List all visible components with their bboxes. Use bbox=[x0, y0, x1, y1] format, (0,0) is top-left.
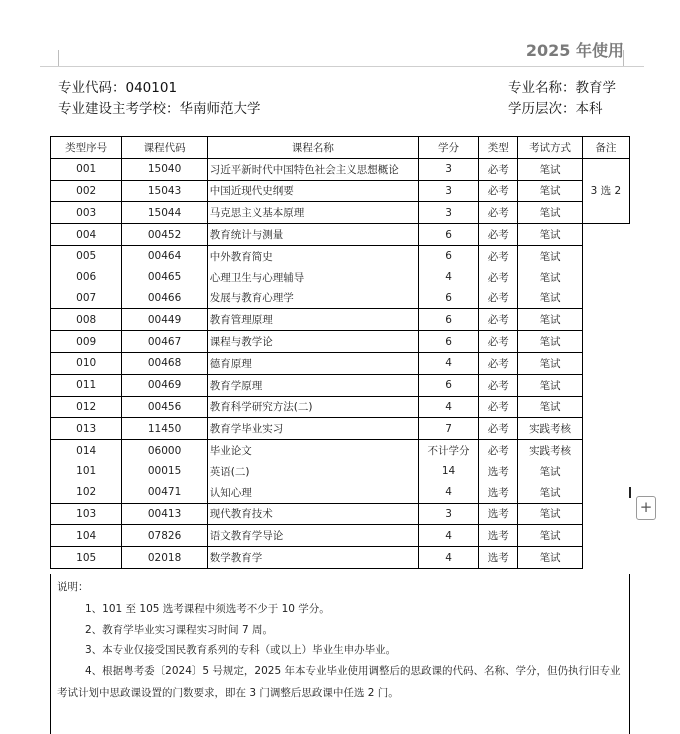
table-row bbox=[51, 309, 630, 331]
text-cursor bbox=[629, 487, 631, 498]
cell-type: 必考 bbox=[479, 331, 518, 353]
cell-code: 15044 bbox=[122, 202, 207, 224]
cell-no: 006 bbox=[51, 267, 122, 288]
cell-name: 中国近现代史纲要 bbox=[207, 180, 418, 202]
cell-name: 现代教育技术 bbox=[207, 503, 418, 525]
cell-type: 必考 bbox=[479, 224, 518, 246]
cell-name: 教育学毕业实习 bbox=[207, 418, 418, 440]
cell-credit: 6 bbox=[418, 288, 478, 309]
table-row bbox=[51, 482, 630, 503]
crop-mark-top-left bbox=[58, 50, 59, 66]
notes-section bbox=[50, 574, 630, 734]
cell-code: 02018 bbox=[122, 547, 207, 569]
cell-credit: 14 bbox=[418, 461, 478, 482]
cell-type: 必考 bbox=[479, 202, 518, 224]
cell-type: 必考 bbox=[479, 245, 518, 266]
cell-credit: 6 bbox=[418, 224, 478, 246]
cell-type: 选考 bbox=[479, 547, 518, 569]
header-course-code: 课程代码 bbox=[122, 137, 207, 159]
cell-no: 010 bbox=[51, 352, 122, 374]
education-level: 学历层次：本科 bbox=[508, 101, 603, 117]
cell-type: 选考 bbox=[479, 482, 518, 503]
cell-code: 00469 bbox=[122, 374, 207, 396]
cell-exam: 笔试 bbox=[518, 482, 582, 503]
cell-exam: 笔试 bbox=[518, 503, 582, 525]
cell-credit: 3 bbox=[418, 503, 478, 525]
cell-credit: 3 bbox=[418, 180, 478, 202]
cell-type: 必考 bbox=[479, 440, 518, 461]
cell-no: 008 bbox=[51, 309, 122, 331]
cell-no: 007 bbox=[51, 288, 122, 309]
cell-credit: 7 bbox=[418, 418, 478, 440]
header-credit: 学分 bbox=[418, 137, 478, 159]
cell-exam: 笔试 bbox=[518, 331, 582, 353]
header-type: 类型 bbox=[479, 137, 518, 159]
table-row bbox=[51, 418, 630, 440]
table-row bbox=[51, 224, 630, 246]
table-header-row bbox=[51, 137, 630, 159]
course-table bbox=[50, 136, 630, 569]
cell-type: 选考 bbox=[479, 503, 518, 525]
cell-name: 教育科学研究方法(二) bbox=[207, 396, 418, 418]
cell-no: 003 bbox=[51, 202, 122, 224]
cell-credit: 不计学分 bbox=[418, 440, 478, 461]
cell-no: 011 bbox=[51, 374, 122, 396]
cell-code: 07826 bbox=[122, 525, 207, 547]
cell-name: 习近平新时代中国特色社会主义思想概论 bbox=[207, 158, 418, 180]
cell-no: 009 bbox=[51, 331, 122, 353]
cell-name: 心理卫生与心理辅导 bbox=[207, 267, 418, 288]
cell-exam: 笔试 bbox=[518, 288, 582, 309]
cell-code: 00449 bbox=[122, 309, 207, 331]
cell-no: 104 bbox=[51, 525, 122, 547]
cell-exam: 笔试 bbox=[518, 158, 582, 180]
cell-type: 必考 bbox=[479, 374, 518, 396]
cell-name: 马克思主义基本原理 bbox=[207, 202, 418, 224]
header-remark: 备注 bbox=[582, 137, 629, 159]
cell-code: 00471 bbox=[122, 482, 207, 503]
cell-credit: 4 bbox=[418, 482, 478, 503]
cell-no: 013 bbox=[51, 418, 122, 440]
table-row bbox=[51, 547, 630, 569]
cell-name: 课程与教学论 bbox=[207, 331, 418, 353]
cell-type: 必考 bbox=[479, 288, 518, 309]
cell-credit: 6 bbox=[418, 374, 478, 396]
cell-type: 必考 bbox=[479, 309, 518, 331]
cell-code: 00464 bbox=[122, 245, 207, 266]
cell-type: 必考 bbox=[479, 158, 518, 180]
table-row bbox=[51, 396, 630, 418]
cell-exam: 实践考核 bbox=[518, 418, 582, 440]
header-year-text: 2025 年使用 bbox=[525, 41, 624, 60]
cell-code: 00452 bbox=[122, 224, 207, 246]
note-3: 3、本专业仅接受国民教育系列的专科（或以上）毕业生申办毕业。 bbox=[85, 644, 397, 656]
cell-code: 00465 bbox=[122, 267, 207, 288]
cell-name: 教育统计与测量 bbox=[207, 224, 418, 246]
cell-code: 00015 bbox=[122, 461, 207, 482]
table-row bbox=[51, 461, 630, 482]
cell-no: 014 bbox=[51, 440, 122, 461]
cell-remark-empty bbox=[582, 224, 629, 569]
cell-no: 001 bbox=[51, 158, 122, 180]
cell-no: 101 bbox=[51, 461, 122, 482]
cell-exam: 笔试 bbox=[518, 352, 582, 374]
cell-exam: 实践考核 bbox=[518, 440, 582, 461]
cell-code: 00467 bbox=[122, 331, 207, 353]
cell-no: 012 bbox=[51, 396, 122, 418]
cell-type: 选考 bbox=[479, 461, 518, 482]
cell-name: 教育学原理 bbox=[207, 374, 418, 396]
header-type-no: 类型序号 bbox=[51, 137, 122, 159]
cell-code: 00468 bbox=[122, 352, 207, 374]
cell-exam: 笔试 bbox=[518, 547, 582, 569]
cell-code: 06000 bbox=[122, 440, 207, 461]
table-row bbox=[51, 331, 630, 353]
cell-code: 15043 bbox=[122, 180, 207, 202]
cell-name: 德育原理 bbox=[207, 352, 418, 374]
cell-no: 005 bbox=[51, 245, 122, 266]
host-school: 专业建设主考学校：华南师范大学 bbox=[58, 101, 261, 117]
cell-remark: 3 选 2 bbox=[582, 158, 629, 223]
note-2: 2、教育学毕业实习课程实习时间 7 周。 bbox=[85, 624, 274, 636]
cell-type: 必考 bbox=[479, 267, 518, 288]
note-1: 1、101 至 105 选考课程中须选考不少于 10 学分。 bbox=[85, 603, 330, 615]
cell-exam: 笔试 bbox=[518, 180, 582, 202]
cell-code: 00456 bbox=[122, 396, 207, 418]
notes-title: 说明： bbox=[57, 581, 89, 593]
table-row bbox=[51, 440, 630, 461]
table-row bbox=[51, 158, 630, 180]
cell-type: 必考 bbox=[479, 396, 518, 418]
cell-exam: 笔试 bbox=[518, 267, 582, 288]
table-row bbox=[51, 267, 630, 288]
table-row bbox=[51, 503, 630, 525]
cell-credit: 4 bbox=[418, 525, 478, 547]
cell-no: 002 bbox=[51, 180, 122, 202]
cell-credit: 3 bbox=[418, 202, 478, 224]
cell-credit: 6 bbox=[418, 309, 478, 331]
cell-exam: 笔试 bbox=[518, 309, 582, 331]
cell-type: 选考 bbox=[479, 525, 518, 547]
cell-code: 15040 bbox=[122, 158, 207, 180]
major-name: 专业名称：教育学 bbox=[508, 80, 616, 96]
cell-credit: 6 bbox=[418, 245, 478, 266]
note-4-line-1: 4、根据粤考委〔2024〕5 号规定，2025 年本专业毕业使用调整后的思政课的代码、名称、学分，但仍执行旧专业 bbox=[85, 665, 621, 677]
cell-no: 102 bbox=[51, 482, 122, 503]
cell-name: 语文教育学导论 bbox=[207, 525, 418, 547]
cell-code: 00466 bbox=[122, 288, 207, 309]
header-course-name: 课程名称 bbox=[207, 137, 418, 159]
cell-name: 发展与教育心理学 bbox=[207, 288, 418, 309]
cell-name: 认知心理 bbox=[207, 482, 418, 503]
cell-name: 教育管理原理 bbox=[207, 309, 418, 331]
note-4-line-2: 考试计划中思政课设置的门数要求，即在 3 门调整后思政课中任选 2 门。 bbox=[57, 687, 399, 699]
table-row bbox=[51, 525, 630, 547]
cell-exam: 笔试 bbox=[518, 461, 582, 482]
header-rule bbox=[40, 66, 644, 67]
cell-credit: 3 bbox=[418, 158, 478, 180]
table-row bbox=[51, 202, 630, 224]
major-code: 专业代码：040101 bbox=[58, 80, 178, 96]
table-row bbox=[51, 352, 630, 374]
table-row bbox=[51, 374, 630, 396]
cell-name: 毕业论文 bbox=[207, 440, 418, 461]
cell-type: 必考 bbox=[479, 418, 518, 440]
cell-exam: 笔试 bbox=[518, 202, 582, 224]
cell-exam: 笔试 bbox=[518, 245, 582, 266]
cell-name: 英语(二) bbox=[207, 461, 418, 482]
cell-type: 必考 bbox=[479, 352, 518, 374]
cell-exam: 笔试 bbox=[518, 224, 582, 246]
cell-credit: 4 bbox=[418, 396, 478, 418]
cell-code: 11450 bbox=[122, 418, 207, 440]
header-exam-method: 考试方式 bbox=[518, 137, 582, 159]
add-row-button[interactable]: + bbox=[636, 496, 656, 520]
cell-no: 105 bbox=[51, 547, 122, 569]
cell-exam: 笔试 bbox=[518, 374, 582, 396]
table-row bbox=[51, 180, 630, 202]
cell-exam: 笔试 bbox=[518, 525, 582, 547]
cell-credit: 4 bbox=[418, 267, 478, 288]
cell-code: 00413 bbox=[122, 503, 207, 525]
cell-credit: 4 bbox=[418, 547, 478, 569]
cell-credit: 4 bbox=[418, 352, 478, 374]
cell-no: 103 bbox=[51, 503, 122, 525]
cell-exam: 笔试 bbox=[518, 396, 582, 418]
cell-credit: 6 bbox=[418, 331, 478, 353]
table-row bbox=[51, 288, 630, 309]
cell-type: 必考 bbox=[479, 180, 518, 202]
table-row bbox=[51, 245, 630, 266]
cell-name: 中外教育简史 bbox=[207, 245, 418, 266]
cell-name: 数学教育学 bbox=[207, 547, 418, 569]
cell-no: 004 bbox=[51, 224, 122, 246]
